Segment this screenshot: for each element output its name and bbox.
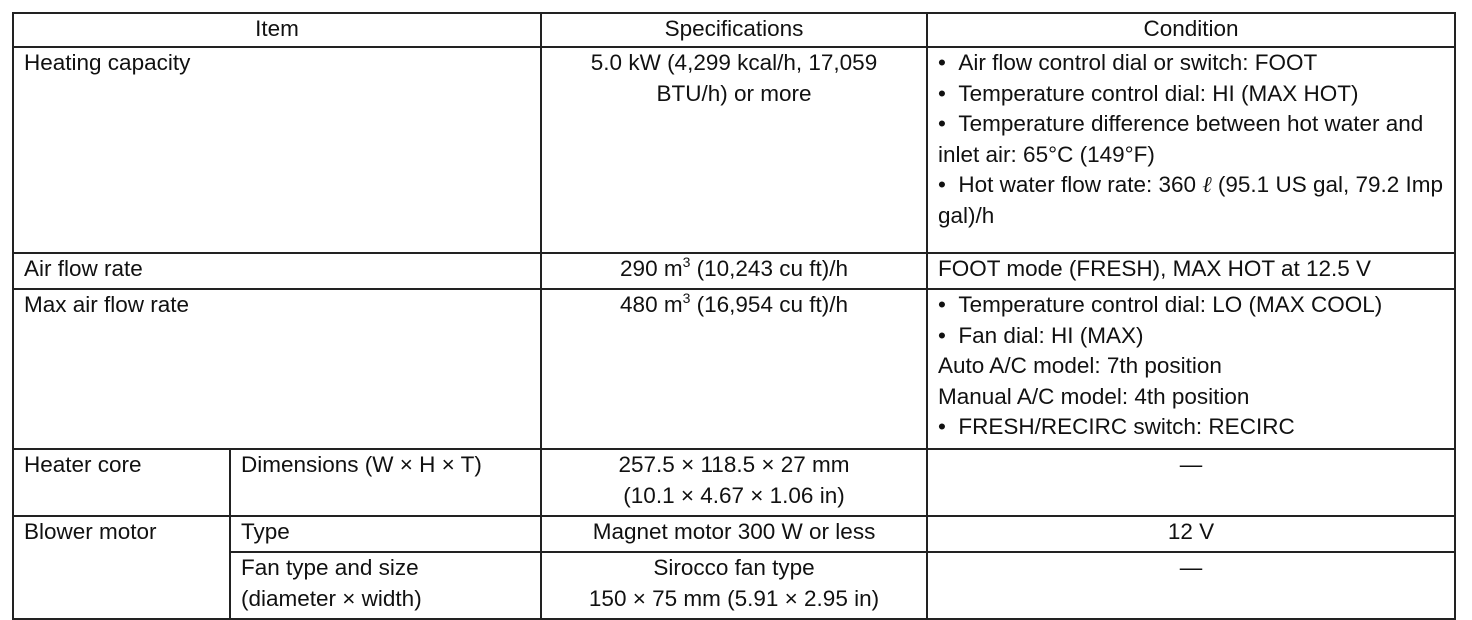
table-row-blower-fan bbox=[13, 552, 1455, 619]
cond-heating-capacity bbox=[927, 47, 1455, 253]
condition-line: • Temperature difference between hot water and inlet air: 65°C (149°F) bbox=[938, 109, 1444, 170]
cond-blower-fan: — bbox=[927, 552, 1455, 619]
condition-line: • FRESH/RECIRC switch: RECIRC bbox=[938, 412, 1444, 443]
table-row-heater-core bbox=[13, 449, 1455, 516]
superscript: 3 bbox=[682, 254, 691, 270]
table-row-heating-capacity bbox=[13, 47, 1455, 253]
header-row bbox=[13, 13, 1455, 47]
superscript: 3 bbox=[682, 290, 691, 306]
spec-heating-capacity: 5.0 kW (4,299 kcal/h, 17,059 BTU/h) or more bbox=[541, 47, 927, 253]
spec-heater-core bbox=[541, 449, 927, 516]
spec-value: 480 m bbox=[620, 292, 683, 317]
spec-unit: (16,954 cu ft)/h bbox=[690, 292, 848, 317]
spec-max-air-flow-rate bbox=[541, 289, 927, 449]
cond-max-air-flow-rate bbox=[927, 289, 1455, 449]
header-condition: Condition bbox=[927, 13, 1455, 47]
sub-item-fan-type bbox=[230, 552, 541, 619]
item-blower-motor: Blower motor bbox=[13, 516, 230, 619]
cond-blower-type: 12 V bbox=[927, 516, 1455, 552]
spec-value: 290 m bbox=[620, 256, 683, 281]
header-item: Item bbox=[13, 13, 541, 47]
flow-rate-prefix: Hot water flow rate: 360 bbox=[958, 172, 1203, 197]
header-specifications: Specifications bbox=[541, 13, 927, 47]
table-row-air-flow-rate bbox=[13, 253, 1455, 289]
condition-line: • Fan dial: HI (MAX) bbox=[938, 321, 1444, 352]
item-heater-core: Heater core bbox=[13, 449, 230, 516]
spec-line: Sirocco fan type bbox=[653, 555, 815, 580]
sub-item-line: Fan type and size bbox=[241, 555, 419, 580]
condition-line: • Temperature control dial: LO (MAX COOL) bbox=[938, 290, 1444, 321]
condition-line: Auto A/C model: 7th position bbox=[938, 353, 1222, 378]
item-max-air-flow-rate: Max air flow rate bbox=[13, 289, 541, 449]
table-row-blower-type bbox=[13, 516, 1455, 552]
spec-blower-type: Magnet motor 300 W or less bbox=[541, 516, 927, 552]
sub-item-line: (diameter × width) bbox=[241, 585, 422, 611]
sub-item-type: Type bbox=[230, 516, 541, 552]
spec-line: 150 × 75 mm (5.91 × 2.95 in) bbox=[588, 585, 880, 611]
spec-line: (10.1 × 4.67 × 1.06 in) bbox=[623, 482, 845, 508]
condition-line-flow-rate bbox=[938, 170, 1444, 231]
flow-rate-suffix: (95.1 US gal, 79.2 Imp gal)/h bbox=[938, 172, 1444, 228]
condition-line: • Air flow control dial or switch: FOOT bbox=[938, 48, 1444, 79]
spec-unit: (10,243 cu ft)/h bbox=[690, 256, 848, 281]
spec-line: 257.5 × 118.5 × 27 mm bbox=[618, 452, 850, 477]
sub-item-dimensions: Dimensions (W × H × T) bbox=[230, 449, 541, 516]
condition-line: • Temperature control dial: HI (MAX HOT) bbox=[938, 79, 1444, 110]
liter-symbol: ℓ bbox=[1202, 172, 1212, 198]
item-air-flow-rate: Air flow rate bbox=[13, 253, 541, 289]
spec-blower-fan bbox=[541, 552, 927, 619]
specifications-table bbox=[12, 12, 1456, 620]
cond-air-flow-rate: FOOT mode (FRESH), MAX HOT at 12.5 V bbox=[927, 253, 1455, 289]
table-row-max-air-flow-rate bbox=[13, 289, 1455, 449]
spec-air-flow-rate bbox=[541, 253, 927, 289]
item-heating-capacity: Heating capacity bbox=[13, 47, 541, 253]
condition-line: Manual A/C model: 4th position bbox=[938, 383, 1250, 409]
cond-heater-core: — bbox=[927, 449, 1455, 516]
